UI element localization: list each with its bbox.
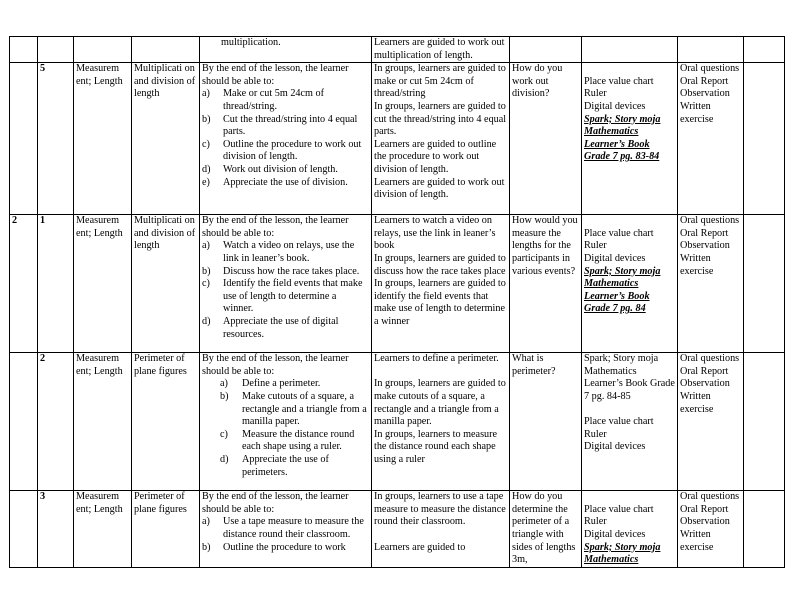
substrand-cell: Perimeter of plane figures — [132, 491, 200, 568]
outcome-item — [202, 429, 369, 454]
resource-item: Digital devices — [584, 252, 646, 264]
week-cell — [10, 353, 38, 491]
assessment-item: Written exercise — [680, 390, 714, 415]
assessment-item: Oral Report — [680, 365, 729, 377]
experience-item: In groups, learners are guided to make cutouts of a square, a rectangle and a triangle from a manilla paper. — [374, 378, 506, 428]
learning-outcomes-cell — [200, 63, 372, 215]
learning-experiences-cell — [372, 63, 510, 215]
resource-item: Digital devices — [584, 441, 646, 453]
outcome-item — [202, 139, 369, 164]
table-row — [10, 353, 785, 491]
strand-cell: Measurem ent; Length — [74, 63, 132, 215]
outcome-marker: c) — [202, 138, 210, 150]
outcome-item — [202, 542, 369, 555]
strand-cell: Measurem ent; Length — [74, 491, 132, 568]
learning-outcomes-cell — [200, 353, 372, 491]
outcome-text: Cut the thread/string into 4 equal parts. — [223, 113, 358, 138]
assessment-item: Written exercise — [680, 100, 714, 125]
lesson-cell: 1 — [38, 215, 74, 353]
resource-item: Spark; Story moja Mathematics Learner’s Book Grade 7 pg. 84-85 — [584, 353, 675, 402]
resource-item: Place value chart — [584, 227, 654, 239]
outcome-text: Appreciate the use of digital resources. — [223, 315, 339, 340]
resource-item: Digital devices — [584, 100, 646, 112]
assessment-item: Observation — [680, 88, 730, 100]
learning-outcomes-cell — [200, 491, 372, 568]
resource-item: Place value chart — [584, 416, 654, 428]
strand-cell: Measurem ent; Length — [74, 215, 132, 353]
resource-reference-link: Spark; Story moja Mathematics Learner’s Book Grade 7 pg. 83-84 — [584, 113, 661, 163]
assessment-item: Observation — [680, 516, 730, 528]
outcomes-intro: multiplication. — [221, 37, 281, 48]
outcome-marker: b) — [202, 265, 211, 277]
outcomes-intro: By the end of the lesson, the learner should be able to: — [202, 353, 349, 377]
assessment-item: Oral questions — [680, 491, 740, 503]
assessment-item: Oral questions — [680, 215, 740, 227]
resources-cell — [582, 353, 678, 491]
outcome-text: Make cutouts of a square, a rectangle and a triangle from a manilla paper. — [242, 390, 367, 428]
key-inquiry-cell — [510, 37, 582, 63]
outcome-marker: a) — [202, 88, 210, 100]
key-inquiry-cell: What is perimeter? — [510, 353, 582, 491]
experience-item: Learners are guided to work out division of length. — [374, 176, 505, 201]
outcome-marker: c) — [220, 428, 228, 440]
outcome-text: Work out division of length. — [223, 163, 338, 175]
substrand-cell: Perimeter of plane figures — [132, 353, 200, 491]
lesson-cell: 5 — [38, 63, 74, 215]
resources-cell — [582, 215, 678, 353]
outcome-marker: b) — [220, 390, 229, 402]
resource-item: Place value chart — [584, 503, 654, 515]
assessment-item: Oral questions — [680, 63, 740, 75]
assessment-item: Oral Report — [680, 227, 729, 239]
experience-item: In groups, learners are guided to identify the field events that make use of length to determine a winner — [374, 278, 506, 327]
lesson-cell: 3 — [38, 491, 74, 568]
outcome-marker: e) — [202, 176, 210, 188]
experience-item: In groups, learners are guided to make or cut 5m 24cm of thread/string — [374, 63, 506, 100]
outcome-item — [202, 177, 369, 190]
outcome-item — [202, 454, 369, 479]
outcome-item — [202, 88, 369, 113]
remarks-cell — [744, 215, 785, 353]
outcome-text: Make or cut 5m 24cm of thread/string. — [223, 88, 324, 112]
remarks-cell — [744, 353, 785, 491]
outcome-text: Appreciate the use of division. — [223, 176, 348, 188]
outcome-item — [202, 378, 369, 391]
outcome-item — [202, 516, 369, 541]
outcomes-list — [202, 378, 369, 479]
outcome-marker: b) — [202, 541, 211, 553]
resources-cell — [582, 491, 678, 568]
table-row — [10, 37, 785, 63]
learning-experiences-cell — [372, 37, 510, 63]
key-inquiry-cell: How do you work out division? — [510, 63, 582, 215]
outcomes-intro: By the end of the lesson, the learner should be able to: — [202, 215, 349, 239]
outcome-marker: d) — [220, 453, 229, 465]
outcomes-intro: By the end of the lesson, the learner should be able to: — [202, 63, 349, 87]
outcomes-intro: By the end of the lesson, the learner should be able to: — [202, 491, 349, 515]
outcome-marker: d) — [202, 163, 211, 175]
assessment-item: Observation — [680, 378, 730, 390]
assessment-cell — [678, 353, 744, 491]
week-cell — [10, 63, 38, 215]
experience-item: Learners to define a perimeter. — [374, 353, 499, 365]
outcome-text: Outline the procedure to work — [223, 541, 346, 553]
lesson-cell: 2 — [38, 353, 74, 491]
outcome-marker: a) — [202, 240, 210, 252]
experience-item: Learners are guided to — [374, 541, 466, 553]
experience-item: Learners to watch a video on relays, use the link in leaner’s book — [374, 215, 496, 252]
experience-item: In groups, learners are guided to cut the thread/string into 4 equal parts. — [374, 100, 507, 138]
resource-item: Ruler — [584, 240, 607, 252]
resource-item: Ruler — [584, 516, 607, 528]
resource-item: Place value chart — [584, 75, 654, 87]
key-inquiry-cell: How would you measure the lengths for the participants in various events? — [510, 215, 582, 353]
outcome-text: Watch a video on relays, use the link in leaner’s book. — [223, 240, 355, 264]
assessment-item: Written exercise — [680, 252, 714, 277]
remarks-cell — [744, 37, 785, 63]
outcome-item — [202, 316, 369, 341]
outcome-item — [202, 266, 369, 279]
outcome-marker: a) — [202, 516, 210, 528]
resource-item: Ruler — [584, 428, 607, 440]
experience-item — [374, 529, 507, 542]
table-row — [10, 63, 785, 215]
outcomes-list — [202, 516, 369, 554]
assessment-item: Oral questions — [680, 353, 740, 365]
learning-experiences-cell — [372, 353, 510, 491]
resource-reference-link: Spark; Story moja Mathematics — [584, 541, 661, 566]
week-cell — [10, 37, 38, 63]
outcome-text: Identify the field events that make use of length to determine a winner. — [223, 278, 363, 315]
resource-item: Ruler — [584, 88, 607, 100]
key-inquiry-cell: How do you determine the perimeter of a triangle with sides of lengths 3m, — [510, 491, 582, 568]
outcome-item — [202, 240, 369, 265]
learning-experiences-cell — [372, 491, 510, 568]
outcomes-list — [202, 88, 369, 189]
table-row — [10, 215, 785, 353]
outcome-item — [202, 278, 369, 316]
experience-item — [374, 366, 507, 379]
outcome-marker: a) — [220, 378, 228, 390]
resources-cell — [582, 37, 678, 63]
assessment-cell — [678, 63, 744, 215]
outcome-text: Outline the procedure to work out division of length. — [223, 138, 362, 163]
week-cell — [10, 491, 38, 568]
resource-reference-link: Spark; Story moja Mathematics Learner’s Book Grade 7 pg. 84 — [584, 265, 661, 315]
resource-item: Digital devices — [584, 528, 646, 540]
assessment-item: Written exercise — [680, 528, 714, 553]
assessment-cell — [678, 491, 744, 568]
scheme-of-work-table — [9, 36, 785, 568]
experience-item: In groups, learners are guided to discuss how the race takes place — [374, 252, 506, 277]
learning-experiences-cell — [372, 215, 510, 353]
learning-outcomes-cell — [200, 37, 372, 63]
week-cell: 2 — [10, 215, 38, 353]
strand-cell: Measurem ent; Length — [74, 353, 132, 491]
remarks-cell — [744, 491, 785, 568]
outcome-item — [202, 164, 369, 177]
remarks-cell — [744, 63, 785, 215]
experience-item: Learners are guided to work out multiplication of length. — [374, 37, 505, 61]
substrand-cell: Multiplicati on and division of length — [132, 63, 200, 215]
assessment-item: Oral Report — [680, 503, 729, 515]
learning-outcomes-cell — [200, 215, 372, 353]
outcome-marker: c) — [202, 278, 210, 290]
experience-item: In groups, learners to use a tape measure to measure the distance round their classroom. — [374, 491, 506, 528]
resources-cell — [582, 63, 678, 215]
assessment-cell — [678, 215, 744, 353]
outcome-text: Discuss how the race takes place. — [223, 265, 360, 277]
outcome-text: Appreciate the use of perimeters. — [242, 453, 329, 478]
outcome-text: Define a perimeter. — [242, 378, 321, 390]
outcome-marker: b) — [202, 113, 211, 125]
substrand-cell — [132, 37, 200, 63]
outcome-item — [202, 391, 369, 429]
outcome-text: Use a tape measure to measure the distance round their classroom. — [223, 516, 364, 540]
lesson-cell — [38, 37, 74, 63]
experience-item: Learners are guided to outline the procedure to work out division of length. — [374, 138, 497, 175]
assessment-item: Oral Report — [680, 75, 729, 87]
strand-cell — [74, 37, 132, 63]
outcome-marker: d) — [202, 315, 211, 327]
outcome-item — [202, 114, 369, 139]
experience-item: In groups, learners to measure the distance round each shape using a ruler — [374, 428, 498, 465]
outcome-text: Measure the distance round each shape using a ruler. — [242, 428, 355, 453]
outcomes-list — [202, 240, 369, 341]
table-row — [10, 491, 785, 568]
assessment-item: Observation — [680, 240, 730, 252]
assessment-cell — [678, 37, 744, 63]
substrand-cell: Multiplicati on and division of length — [132, 215, 200, 353]
